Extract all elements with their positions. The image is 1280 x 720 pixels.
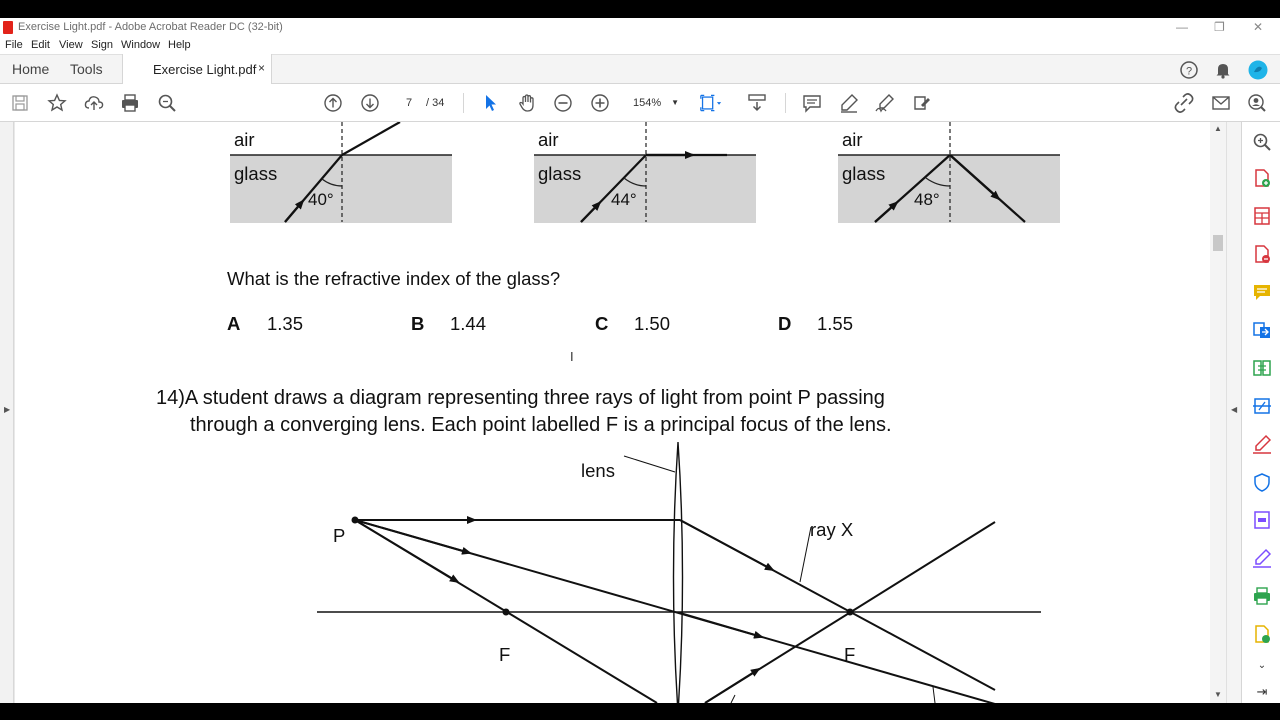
option-a-letter: A <box>227 313 241 334</box>
right-panel-toggle[interactable] <box>1226 122 1241 703</box>
question-13-prompt: What is the refractive index of the glass? <box>227 268 561 289</box>
angle-label-2: 44° <box>611 190 637 209</box>
option-b-letter: B <box>411 313 425 334</box>
focus-f-right-label: F <box>844 644 856 665</box>
fill-sign-tool-icon[interactable] <box>1252 434 1272 454</box>
scroll-up-icon[interactable]: ▲ <box>1214 124 1222 133</box>
air-label-2: air <box>538 129 559 150</box>
minimize-icon[interactable]: — <box>1176 20 1188 34</box>
document-viewport[interactable] <box>0 122 1241 703</box>
print-icon[interactable] <box>119 92 141 114</box>
zoom-level-value: 154% <box>633 97 662 109</box>
toolbar-divider <box>463 93 464 113</box>
menu-sign[interactable]: Sign <box>91 39 114 51</box>
fit-page-icon[interactable] <box>700 92 722 114</box>
menu-edit[interactable]: Edit <box>31 39 50 51</box>
menu-bar <box>0 37 1280 54</box>
menu-window[interactable]: Window <box>121 39 161 51</box>
lens-label: lens <box>581 460 615 481</box>
menu-help[interactable]: Help <box>168 39 191 51</box>
option-a-value: 1.35 <box>267 313 304 334</box>
zoom-in-icon[interactable] <box>589 92 611 114</box>
help-icon[interactable] <box>1179 60 1199 80</box>
search-tools-icon[interactable] <box>1252 132 1272 152</box>
right-tools-panel <box>1241 122 1280 703</box>
export-pdf-icon[interactable] <box>1252 244 1272 264</box>
point-p-label: P <box>333 525 346 546</box>
question-14-line-2: through a converging lens. Each point labelled F is a principal focus of the lens. <box>190 414 892 436</box>
print-production-icon[interactable] <box>1252 586 1272 606</box>
menu-view[interactable]: View <box>59 39 83 51</box>
window-title: Exercise Light.pdf - Adobe Acrobat Reader DC (32-bit) <box>18 21 283 33</box>
tab-close-icon[interactable]: × <box>258 61 266 75</box>
create-pdf-icon[interactable] <box>1252 168 1272 188</box>
pdf-page <box>15 122 1210 703</box>
fill-sign-icon[interactable] <box>911 92 933 114</box>
sign-icon[interactable] <box>874 92 896 114</box>
upload-cloud-icon[interactable] <box>83 92 105 114</box>
tab-home[interactable]: Home <box>12 61 50 77</box>
tab-document-label: Exercise Light.pdf <box>153 62 257 77</box>
scroll-mode-icon[interactable] <box>746 92 768 114</box>
restore-icon[interactable]: ❐ <box>1214 20 1225 34</box>
glass-label-1: glass <box>234 163 278 184</box>
menu-file[interactable]: File <box>5 39 23 51</box>
focus-f-left-label: F <box>499 644 511 665</box>
comment-tool-icon[interactable] <box>1252 282 1272 302</box>
select-arrow-icon[interactable] <box>479 92 501 114</box>
scan-ocr-icon[interactable] <box>1252 396 1272 416</box>
more-tools-icon[interactable] <box>1252 624 1272 644</box>
collapse-panel-icon[interactable]: ⇥ <box>1256 684 1268 699</box>
scroll-down-icon[interactable]: ▼ <box>1214 690 1222 699</box>
previous-page-icon[interactable] <box>322 92 344 114</box>
page-number-input[interactable]: 7 <box>405 97 413 109</box>
page-total: / 34 <box>426 97 445 109</box>
chevron-down-icon[interactable]: ⌄ <box>1257 660 1267 671</box>
title-bar <box>0 18 1280 37</box>
vertical-scrollbar[interactable] <box>1210 122 1226 703</box>
left-panel-toggle[interactable] <box>0 122 14 703</box>
bookmark-star-icon[interactable] <box>46 92 68 114</box>
text-cursor-icon: I <box>570 349 574 364</box>
tab-document[interactable] <box>122 54 272 85</box>
chevron-down-icon: ▼ <box>671 98 679 107</box>
edit-pdf-icon[interactable] <box>1252 548 1272 568</box>
question-14-line-1: 14)A student draws a diagram representing three rays of light from point P passing <box>156 387 885 409</box>
search-icon[interactable] <box>156 92 178 114</box>
notifications-bell-icon[interactable] <box>1213 60 1233 80</box>
screen-bottom-border <box>0 703 1280 720</box>
angle-label-1: 40° <box>308 190 334 209</box>
air-label-3: air <box>842 129 863 150</box>
option-c-value: 1.50 <box>634 313 671 334</box>
option-d-letter: D <box>778 313 792 334</box>
highlight-pen-icon[interactable] <box>838 92 860 114</box>
compare-files-icon[interactable] <box>1252 358 1272 378</box>
send-for-review-icon[interactable] <box>1252 320 1272 340</box>
share-link-icon[interactable] <box>1173 92 1195 114</box>
option-b-value: 1.44 <box>450 313 487 334</box>
air-label-1: air <box>234 129 255 150</box>
toolbar-divider <box>785 93 786 113</box>
next-page-icon[interactable] <box>359 92 381 114</box>
tab-bar <box>0 54 1280 84</box>
screen-top-border <box>0 0 1280 18</box>
option-d-value: 1.55 <box>817 313 854 334</box>
scrollbar-thumb[interactable] <box>1213 235 1223 251</box>
glass-label-3: glass <box>842 163 886 184</box>
hand-tool-icon[interactable] <box>516 92 538 114</box>
lens-ray-diagram <box>317 442 1041 703</box>
option-c-letter: C <box>595 313 609 334</box>
close-window-icon[interactable]: ✕ <box>1253 20 1264 34</box>
tab-tools[interactable]: Tools <box>70 61 103 77</box>
protect-shield-icon[interactable] <box>1252 472 1272 492</box>
prepare-form-icon[interactable] <box>1252 510 1272 530</box>
organize-pages-icon[interactable] <box>1252 206 1272 226</box>
angle-label-3: 48° <box>914 190 940 209</box>
acrobat-app-icon <box>3 21 13 34</box>
collapse-right-icon: ◀ <box>1231 405 1238 414</box>
email-icon[interactable] <box>1210 92 1232 114</box>
svg-text:?: ? <box>1185 65 1193 78</box>
comment-icon[interactable] <box>801 92 823 114</box>
zoom-out-icon[interactable] <box>552 92 574 114</box>
main-toolbar <box>0 84 1280 122</box>
user-avatar[interactable] <box>1248 60 1268 80</box>
acrobat-window <box>0 18 1280 703</box>
ray-x-label: ray X <box>810 519 854 540</box>
glass-label-2: glass <box>538 163 582 184</box>
expand-left-icon: ▶ <box>4 405 11 414</box>
save-icon[interactable] <box>9 92 31 114</box>
zoom-level-dropdown[interactable] <box>623 93 683 113</box>
account-search-icon[interactable] <box>1246 92 1268 114</box>
